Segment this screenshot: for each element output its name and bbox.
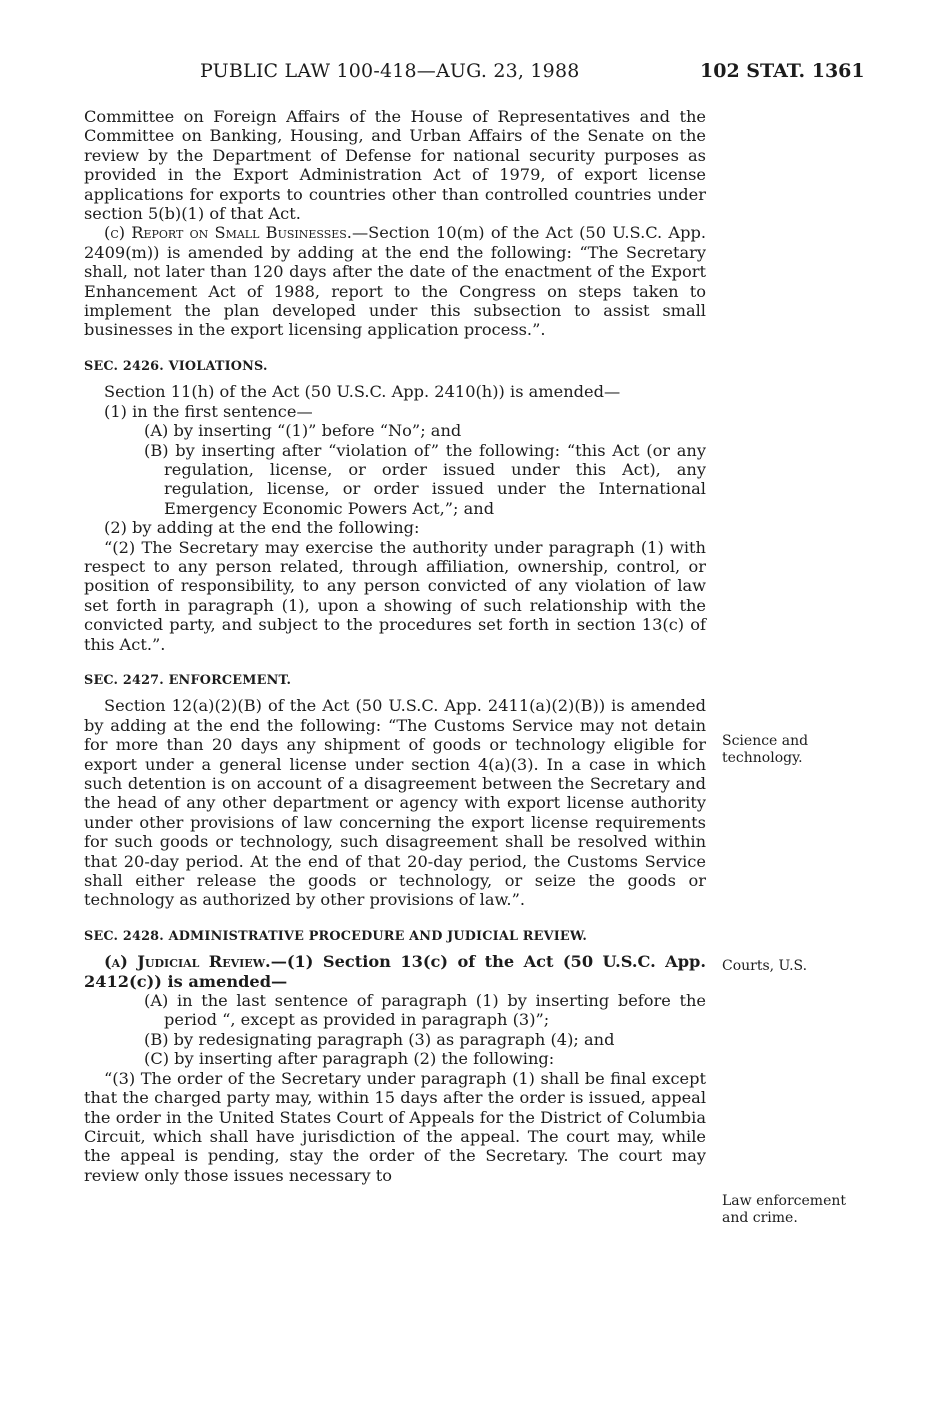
margin-note-science: Science and technology. [722, 733, 809, 766]
section-2428-item-c: (C) by inserting after paragraph (2) the following: [144, 1049, 555, 1069]
section-2427-heading: SEC. 2427. ENFORCEMENT. [84, 672, 292, 688]
section-2428-quoted-text: “(3) The order of the Secretary under paragraph (1) shall be final except that the charged party may, within 15 days after the order is issued, appeal the order in the United States Court of Appeals for the District of Columbia Circuit, which shall have jurisdiction of the appeal. The court may, while the appeal is pending, stay the order of the Secretary. The court may review only those issues necessary to [84, 1068, 706, 1185]
section-2426-quoted-text: “(2) The Secretary may exercise the authority under paragraph (1) with respect to any person related, through affiliation, ownership, control, or position of responsibility, to any person convicted of any violation of law set forth in paragraph (1), upon a showing of such relationship with the convicted party, and subject to the procedures set forth in section 13(c) of this Act.”. [84, 537, 706, 654]
section-2427-text: Section 12(a)(2)(B) of the Act (50 U.S.C. App. 2411(a)(2)(B)) is amended by adding at the end the following: “The Customs Service may not detain for more than 20 days any shipment of goods or technology eligible for export under a general license under section 4(a)(3). In a case in which such detention is on account of a disagreement between the Secretary and the head of any other department or agency with export license authority under other provisions of law concerning the export license requirements for such goods or technology, such disagreement shall be resolved within that 20-day period. At the end of that 20-day period, the Customs Service shall either release the goods or technology, or seize the goods or technology as authorized by other provisions of law.”. [84, 696, 706, 910]
section-2426-item-1a: (A) by inserting “(1)” before “No”; and [144, 421, 462, 441]
subsection-c-paragraph [84, 223, 706, 339]
margin-note-courts: Courts, U.S. [722, 958, 808, 974]
subsection-a-heading: (a) Judicial Review. [104, 952, 271, 972]
section-2426-item-1: (1) in the first sentence— [104, 401, 313, 421]
section-2426-item-2: (2) by adding at the end the following: [104, 518, 420, 538]
section-2426-item-1b: (B) by inserting after “violation of” the following: “this Act (or any regulation, license, or order issued under this Act), any regulation, license, or order issued under the International Emergency Economic Powers Act,”; and [144, 440, 706, 518]
page-body [84, 107, 706, 1185]
section-2428-subsection-a [84, 952, 706, 991]
running-head-title: PUBLIC LAW 100-418—AUG. 23, 1988 [200, 60, 580, 82]
continuation-paragraph: Committee on Foreign Affairs of the House of Representatives and the Committee on Banking, Housing, and Urban Affairs of the Senate on the review by the Department of Defense for national security purposes as provided in the Export Administration Act of 1979, of export license applications for exports to countries other than controlled countries under section 5(b)(1) of that Act. [84, 107, 706, 224]
subsection-c-heading: (c) Report on Small Businesses. [104, 223, 352, 243]
margin-note-law-enforcement: Law enforcement and crime. [722, 1193, 847, 1226]
section-2426-heading: SEC. 2426. VIOLATIONS. [84, 358, 268, 374]
section-2426-intro: Section 11(h) of the Act (50 U.S.C. App. 2410(h)) is amended— [104, 382, 621, 402]
subsection-a-text: —(1) Section 13(c) of the Act (50 U.S.C. App. 2412(c)) is amended— [84, 952, 706, 991]
subsection-c-text: —Section 10(m) of the Act (50 U.S.C. App. 2409(m)) is amended by adding at the end the following: “The Secretary shall, not later than 120 days after the date of the enactment of the Export Enhancement Act of 1988, report to the Congress on steps taken to implement the plan developed under this subsection to assist small businesses in the export licensing application process.”. [84, 223, 706, 340]
running-header [0, 60, 946, 86]
section-2428-heading: SEC. 2428. ADMINISTRATIVE PROCEDURE AND JUDICIAL REVIEW. [84, 928, 588, 944]
section-2428-item-b: (B) by redesignating paragraph (3) as paragraph (4); and [144, 1029, 615, 1049]
section-2428-item-a: (A) in the last sentence of paragraph (1) by inserting before the period “, except as provided in paragraph (3)”; [144, 991, 706, 1030]
statute-page-number: 102 STAT. 1361 [700, 60, 865, 82]
